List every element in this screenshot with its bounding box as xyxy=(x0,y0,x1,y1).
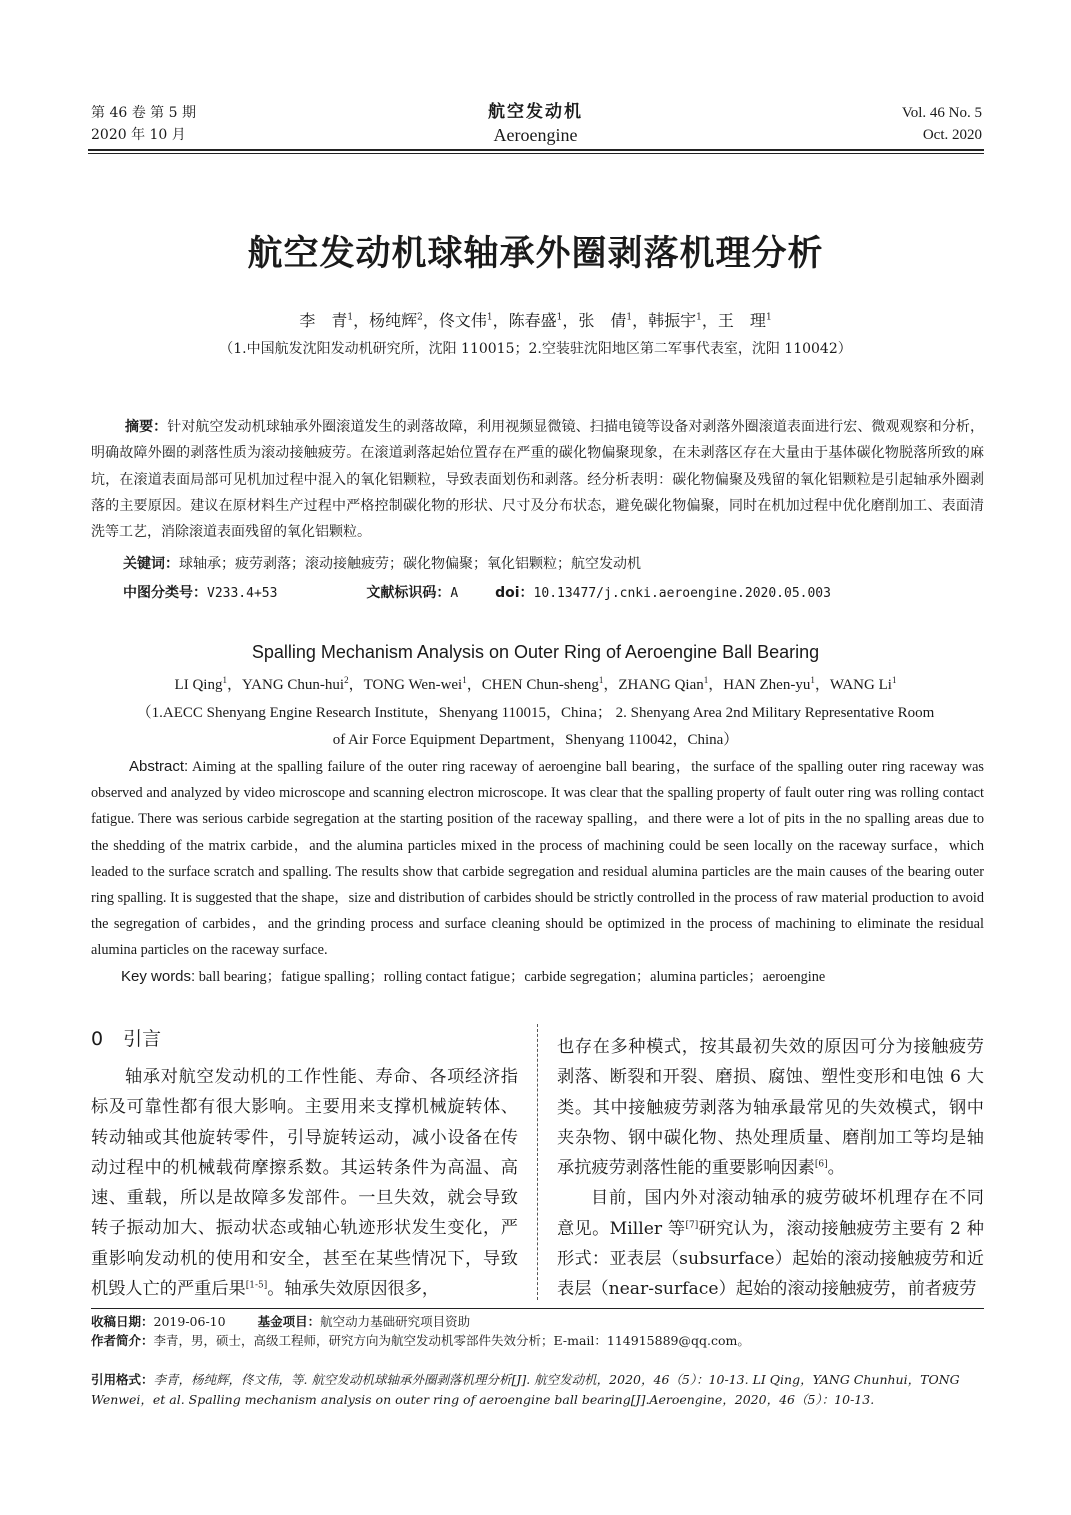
author-cn-name: 王 理 xyxy=(717,311,766,330)
section-heading xyxy=(91,1024,161,1051)
classification-line xyxy=(123,582,984,602)
affiliation-mark: 1 xyxy=(765,312,772,323)
date-cn: 2020 年 10 月 xyxy=(91,127,186,143)
fund-value: 航空动力基础研究项目资助 xyxy=(320,1314,471,1329)
paragraph-text: 轴承对航空发动机的工作性能、寿命、各项经济指标及可靠性都有很大影响。主要用来支撑机械旋转体、转动轴或其他旋转零件，引导旋转运动，减小设备在传动过程中的机械载荷摩擦系数。其运转条件为高温、高速、重载，所以是故障多发部件。一旦失效，就会导致转子振动加大、振动状态或轴心轨迹形状发生变化，严重影响发动机的使用和安全，甚至在某些情况下，导致机毁人亡的严重后果 xyxy=(91,1067,518,1300)
paper-title-en: Spalling Mechanism Analysis on Outer Ring of Aeroengine Ball Bearing xyxy=(251,642,820,662)
affiliation-en-line: of Air Force Equipment Department，Shenyang 110042，China） xyxy=(332,732,739,748)
doi-label: doi： xyxy=(495,585,534,601)
section-number: 0 xyxy=(91,1028,104,1050)
affiliation-mark: 1 xyxy=(556,312,563,323)
affiliation-mark: 1 xyxy=(222,675,227,685)
affiliation-mark: 1 xyxy=(696,312,702,323)
journal-en: Aeroengine xyxy=(493,125,578,145)
affiliation-mark: 2 xyxy=(417,312,423,323)
author-separator: ， xyxy=(562,311,579,330)
abstract-en-label: Abstract: xyxy=(129,758,189,775)
footnote-rule xyxy=(91,1308,984,1309)
author-bio: 李青，男，硕士，高级工程师，研究方向为航空发动机零部件失效分析；E-mail：114915889@qq.com。 xyxy=(153,1333,750,1348)
body-column-right xyxy=(557,1032,984,1305)
citation-text: 李青，杨纯辉，佟文伟，等. 航空发动机球轴承外圈剥落机理分析[J]. 航空发动机，2020，46（5）：10-13. LI Qing，YANG Chunhui，TONG Wenwei，et al. Spalling mechanism analysis on outer ring of aeroengine ball bearing[J].Aeroengine，2020，46（5）：10-13. xyxy=(91,1372,960,1407)
affiliation-mark: 1 xyxy=(810,675,815,685)
affiliation-mark: 1 xyxy=(462,675,467,685)
header-rule-thin xyxy=(88,153,984,154)
column-divider xyxy=(537,1024,538,1300)
author-separator: ， xyxy=(814,677,830,693)
author-separator: ， xyxy=(226,677,242,693)
paper-title-cn: 航空发动机球轴承外圈剥落机理分析 xyxy=(247,234,824,274)
affiliation-cn: （1.中国航发沈阳发动机研究所，沈阳 110015；2.空装驻沈阳地区第二军事代表室，沈阳 110042） xyxy=(219,341,852,357)
author-separator: ， xyxy=(466,677,482,693)
paragraph-text: 也存在多种模式，按其最初失效的原因可分为接触疲劳剥落、断裂和开裂、磨损、腐蚀、塑性变形和电蚀 6 大类。其中接触疲劳剥落为轴承最常见的失效模式，钢中夹杂物、钢中碳化物、热处理质量、磨削加工等均是轴承抗疲劳剥落性能的重要影响因素 xyxy=(557,1037,984,1179)
keywords-cn xyxy=(123,553,984,573)
received-date: 2019-06-10 xyxy=(153,1314,226,1329)
author-separator: ， xyxy=(632,311,649,330)
footnote-received xyxy=(91,1312,984,1330)
author-cn-name: 张 倩 xyxy=(578,311,627,330)
affiliation-mark: 1 xyxy=(626,312,633,323)
citation-ref: [7] xyxy=(685,1220,699,1231)
author-separator: ， xyxy=(353,311,370,330)
author-separator: ， xyxy=(708,677,724,693)
volume-en: Vol. 46 No. 5 xyxy=(901,105,982,121)
paragraph-text: 。 xyxy=(827,1158,845,1179)
affiliation-mark: 1 xyxy=(598,675,604,685)
header-rule xyxy=(88,149,984,151)
keywords-en xyxy=(121,966,984,986)
author-en-name: WANG Li xyxy=(829,677,892,693)
author-en-name: HAN Zhen-yu xyxy=(723,677,811,693)
section-title: 引言 xyxy=(123,1028,162,1050)
keywords-cn-text: 球轴承；疲劳剥落；滚动接触疲劳；碳化物偏聚；氧化铝颗粒；航空发动机 xyxy=(179,556,641,572)
paragraph xyxy=(557,1183,984,1304)
author-en-name: ZHANG Qian xyxy=(618,677,704,693)
author-list-en xyxy=(0,673,1071,694)
keywords-en-text: ball bearing；fatigue spalling；rolling contact fatigue；carbide segregation；alumina particles；aeroengine xyxy=(198,969,826,985)
author-en-name: CHEN Chun-sheng xyxy=(481,677,599,693)
date-en: Oct. 2020 xyxy=(922,127,982,143)
affiliation-en xyxy=(0,700,1071,754)
abstract-cn-text: 针对航空发动机球轴承外圈滚道发生的剥落故障，利用视频显微镜、扫描电镜等设备对剥落外圈滚道表面进行宏、微观观察和分析，明确故障外圈的剥落性质为滚动接触疲劳。在滚道剥落起始位置存在严重的碳化物偏聚现象，在未剥落区存在大量由于基体碳化物脱落所致的麻坑，在滚道表面局部可见机加过程中混入的氧化铝颗粒，导致表面划伤和剥落。经分析表明：碳化物偏聚及残留的氧化铝颗粒是引起轴承外圈剥落的主要原因。建议在原材料生产过程中严格控制碳化物的形状、尺寸及分布状态，避免碳化物偏聚，同时在机加过程中优化磨削加工、表面清洗等工艺，消除滚道表面残留的氧化铝颗粒。 xyxy=(91,419,984,541)
keywords-en-label: Key words: xyxy=(121,968,196,985)
doi-value: 10.13477/j.cnki.aeroengine.2020.05.003 xyxy=(533,586,831,601)
author-cn-name: 佟文伟 xyxy=(438,311,487,330)
affiliation-mark: 1 xyxy=(891,675,897,685)
affiliation-mark: 1 xyxy=(347,312,354,323)
header-right xyxy=(902,102,982,146)
author-en-name: YANG Chun-hui xyxy=(241,677,345,693)
paragraph xyxy=(557,1032,984,1183)
citation-ref: [1-5] xyxy=(245,1280,268,1291)
paragraph-text: 研究认为，滚动接触疲劳主要有 2 种形式：亚表层（subsurface）起始的滚动接触疲劳和近表层（near-surface）起始的滚动接触疲劳，前者疲劳 xyxy=(557,1218,984,1300)
paragraph-text: 。轴承失效原因很多， xyxy=(267,1279,440,1300)
body-column-left xyxy=(91,1062,518,1304)
fund-label: 基金项目： xyxy=(257,1314,321,1329)
volume-cn: 第 46 卷 第 5 期 xyxy=(91,105,196,121)
keywords-cn-label: 关键词： xyxy=(123,556,179,572)
clc-value: V233.4+53 xyxy=(207,586,278,601)
author-separator: ， xyxy=(422,311,439,330)
abstract-en xyxy=(91,754,984,964)
author-separator: ， xyxy=(603,677,619,693)
affiliation-mark: 1 xyxy=(703,675,709,685)
affiliation-en-line: （1.AECC Shenyang Engine Research Institute，Shenyang 110015，China； 2. Shenyang Area 2nd Military Representative Room xyxy=(136,705,935,721)
author-separator: ， xyxy=(492,311,509,330)
received-label: 收稿日期： xyxy=(91,1314,154,1329)
paragraph-text: 目前，国内外对滚动轴承的疲劳破坏机理存在不同意见。Miller 等 xyxy=(557,1188,984,1239)
affiliation-mark: 2 xyxy=(344,675,349,685)
abstract-cn-label: 摘要： xyxy=(125,419,168,435)
author-bio-label: 作者简介： xyxy=(91,1333,154,1348)
author-cn-name: 杨纯辉 xyxy=(369,311,418,330)
citation-ref: [6] xyxy=(814,1159,828,1170)
abstract-cn xyxy=(91,414,984,545)
author-list-cn xyxy=(0,308,1071,331)
doc-code-label: 文献标识码： xyxy=(366,585,451,601)
author-en-name: LI Qing xyxy=(174,677,223,693)
footnote-author xyxy=(91,1331,984,1349)
author-en-name: TONG Wen-wei xyxy=(363,677,463,693)
author-cn-name: 陈春盛 xyxy=(508,311,557,330)
author-cn-name: 韩振宇 xyxy=(648,311,697,330)
citation-label: 引用格式： xyxy=(91,1372,154,1387)
clc-label: 中图分类号： xyxy=(123,585,207,601)
journal-cn: 航空发动机 xyxy=(488,102,583,122)
author-separator: ， xyxy=(701,311,718,330)
abstract-en-text: Aiming at the spalling failure of the outer ring raceway of aeroengine ball bearing，the surface of the spalling outer ring raceway was observed and analyzed by video microscope and scanning electron microscope. It was clear that the spalling property of fault outer ring was rolling contact fatigue. There was serious carbide segregation at the starting position of the raceway spalling，and there were a lot of pits in the no spalling areas due to the shedding of the matrix carbide，and the alumina particles mixed in the process of machining could be seen locally on the raceway surface，which leaded to the surface scratch and spalling. The results show that carbide segregation and residual alumina particles are the main causes of the bearing outer ring spalling. It is suggested that the shape，size and distribution of carbides should be strictly controlled in the process of raw material production to avoid the segregation of carbides，and the grinding process and surface cleaning should be optimized in the process of machining to eliminate the residual alumina particles on the raceway surface. xyxy=(91,759,984,959)
author-cn-name: 李 青 xyxy=(299,311,348,330)
doc-code-value: A xyxy=(450,586,459,601)
paragraph xyxy=(91,1062,518,1304)
affiliation-mark: 1 xyxy=(486,312,493,323)
author-separator: ， xyxy=(348,677,364,693)
citation-format xyxy=(91,1370,984,1410)
